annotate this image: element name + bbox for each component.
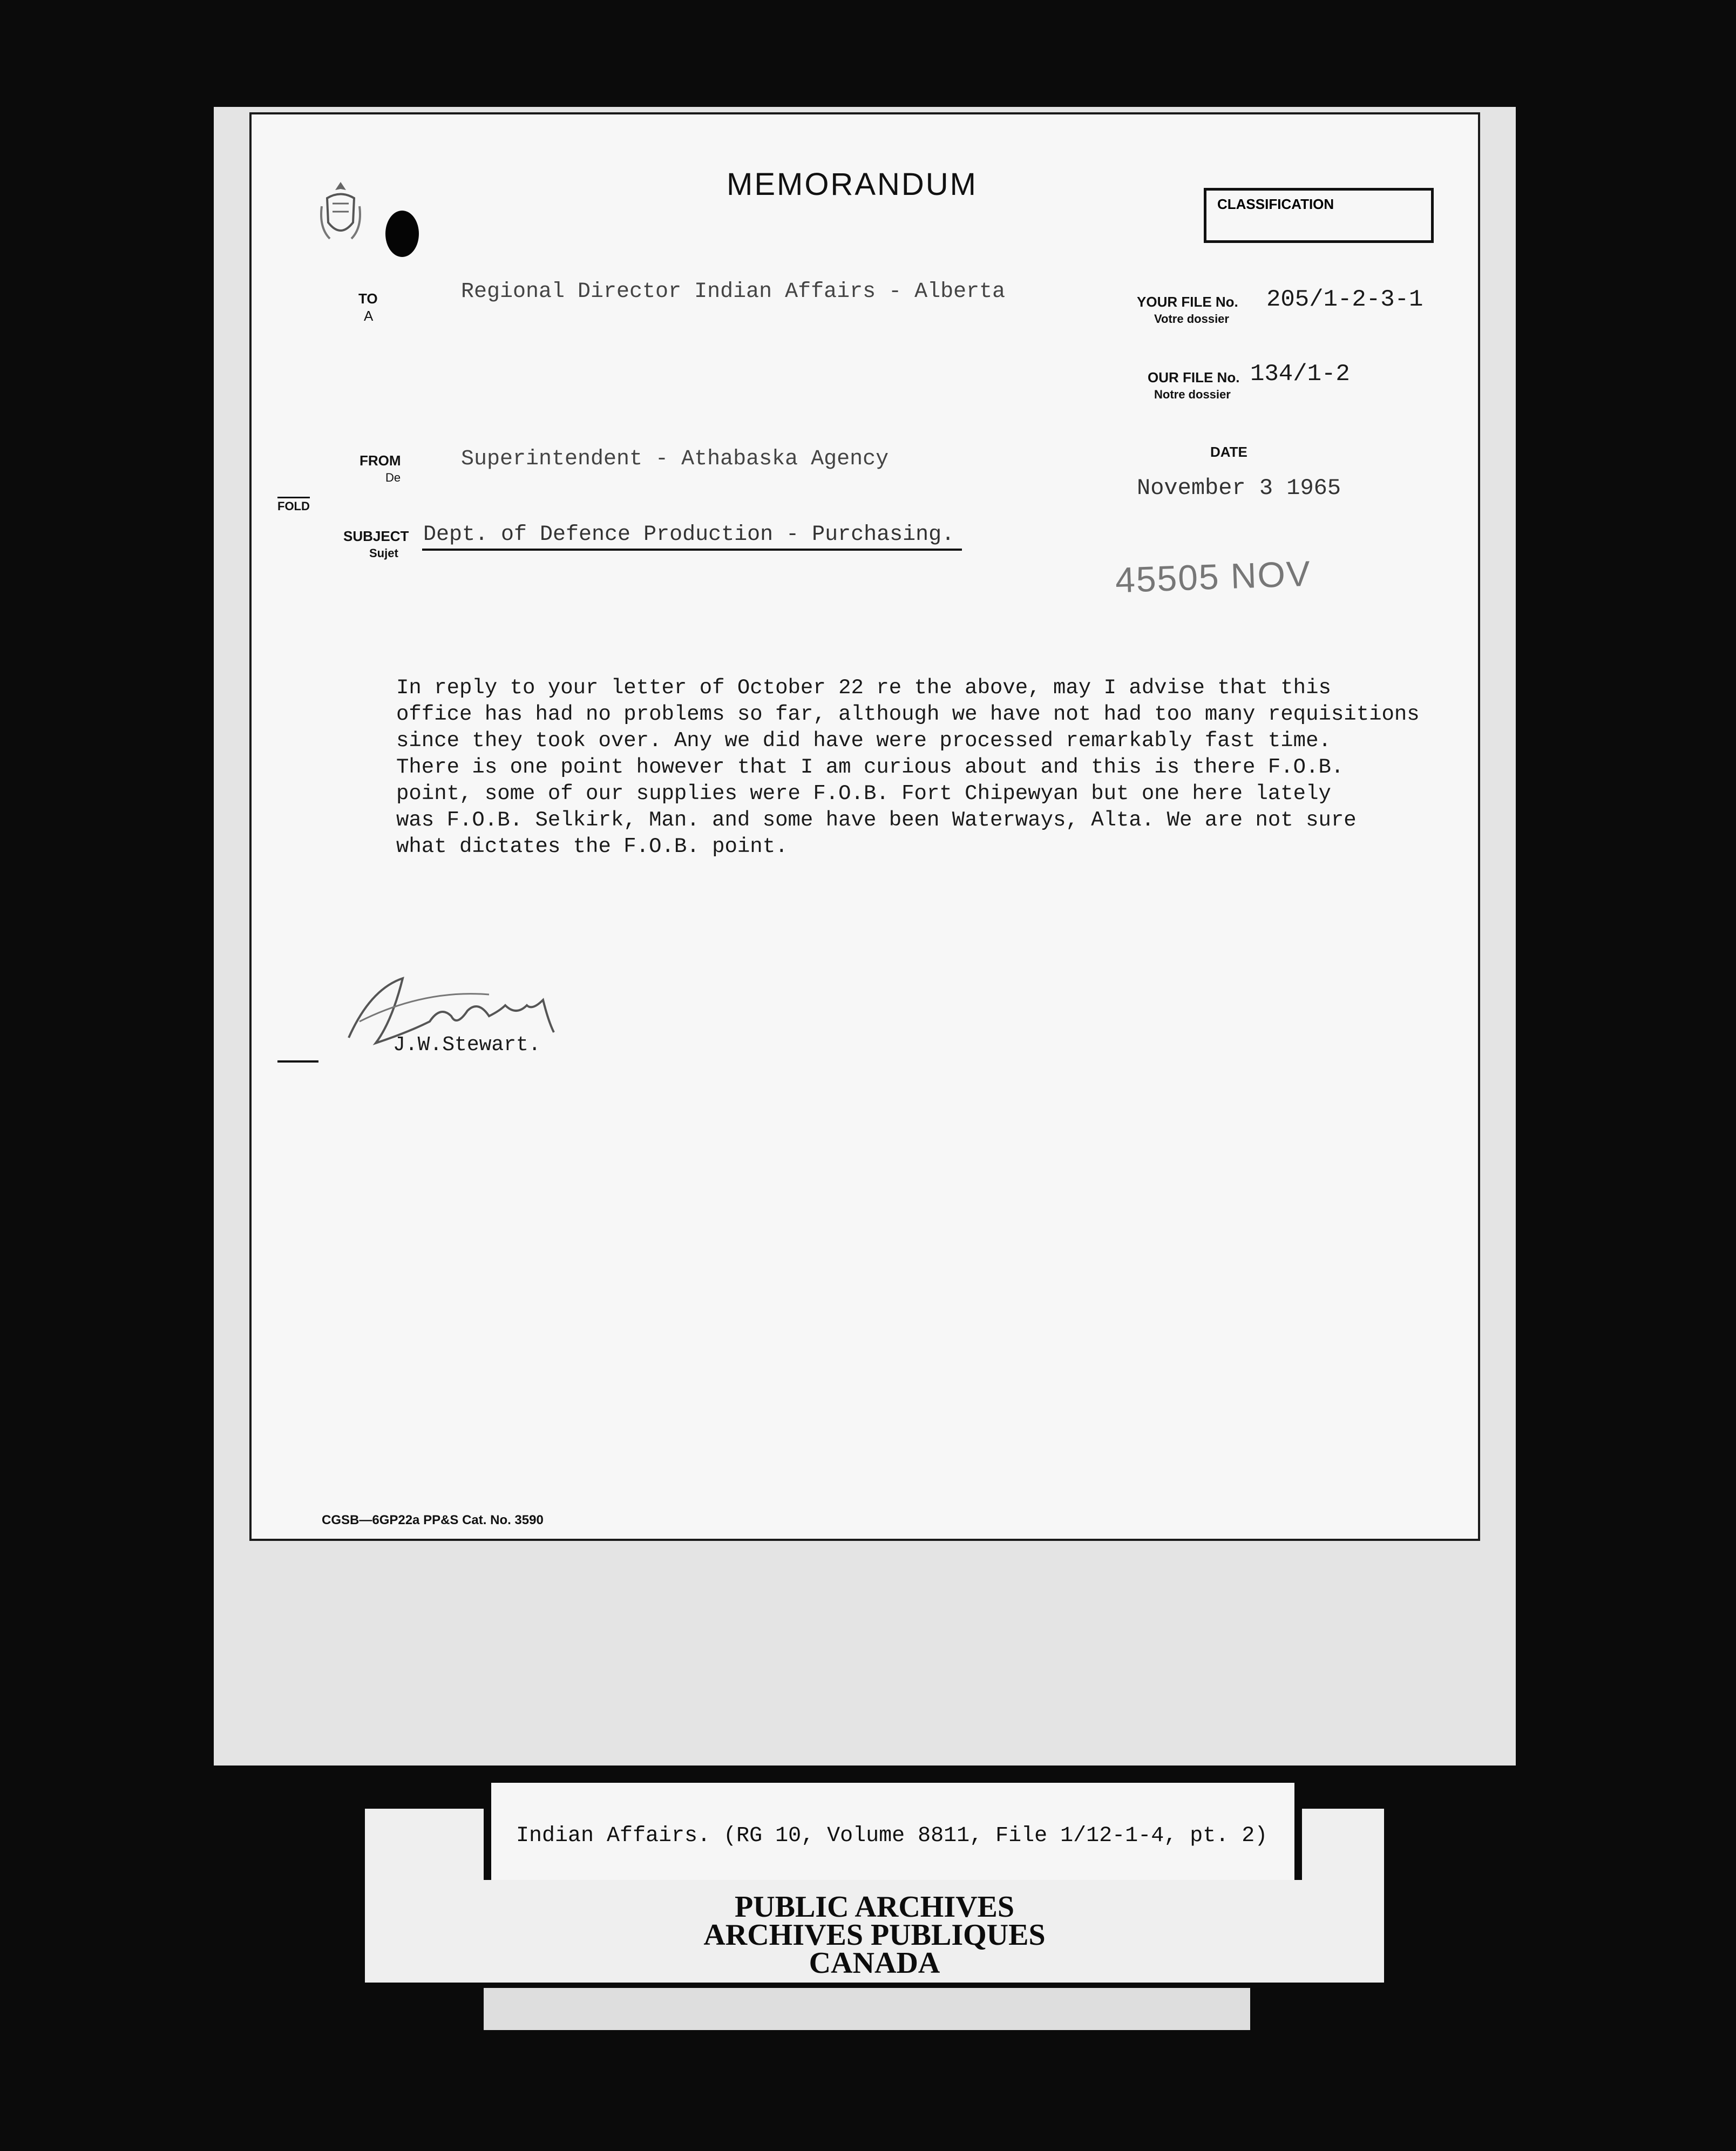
received-stamp: 45505 NOV bbox=[1114, 553, 1312, 600]
memo-body bbox=[396, 675, 1420, 860]
body-line: since they took over. Any we did have were processed remarkably fast time. bbox=[396, 729, 1331, 753]
body-line: office has had no problems so far, although we have not had too many requisitions bbox=[396, 702, 1420, 726]
fold-label: FOLD bbox=[277, 497, 310, 513]
from-value: Superintendent - Athabaska Agency bbox=[461, 447, 889, 471]
our-file-label: OUR FILE No. bbox=[1148, 369, 1240, 385]
date-label: DATE bbox=[1210, 444, 1247, 460]
archives-line-2: ARCHIVES PUBLIQUES bbox=[703, 1918, 1046, 1952]
our-file-label-fr: Notre dossier bbox=[1154, 388, 1231, 401]
lower-strip bbox=[484, 1988, 1250, 2030]
to-label: TO bbox=[358, 290, 378, 307]
signature-name: J.W.Stewart. bbox=[393, 1033, 541, 1057]
subject-label-fr: Sujet bbox=[369, 546, 398, 560]
body-line: point, some of our supplies were F.O.B. Fort Chipewyan but one here lately bbox=[396, 782, 1331, 806]
archives-stamp bbox=[594, 1890, 1155, 1980]
memo-title: MEMORANDUM bbox=[727, 167, 978, 202]
date-value: November 3 1965 bbox=[1137, 475, 1341, 501]
our-file-value: 134/1-2 bbox=[1250, 361, 1350, 388]
from-label-fr: De bbox=[385, 471, 401, 484]
coat-of-arms-icon bbox=[316, 179, 365, 249]
to-label-fr: A bbox=[364, 308, 374, 324]
your-file-value: 205/1-2-3-1 bbox=[1266, 286, 1423, 313]
subject-underline bbox=[422, 549, 962, 551]
body-line: There is one point however that I am curious about and this is there F.O.B. bbox=[396, 755, 1344, 779]
memorandum-sheet bbox=[249, 112, 1480, 1541]
your-file-label-fr: Votre dossier bbox=[1154, 312, 1229, 326]
body-line: was F.O.B. Selkirk, Man. and some have been Waterways, Alta. We are not sure bbox=[396, 808, 1357, 832]
ink-blot bbox=[385, 211, 419, 257]
classification-box bbox=[1204, 188, 1434, 243]
subject-value: Dept. of Defence Production - Purchasing. bbox=[423, 523, 955, 547]
classification-label: CLASSIFICATION bbox=[1217, 196, 1334, 212]
your-file-label: YOUR FILE No. bbox=[1137, 294, 1238, 310]
from-label: FROM bbox=[360, 452, 401, 469]
body-line: In reply to your letter of October 22 re the above, may I advise that this bbox=[396, 676, 1331, 700]
archives-line-1: PUBLIC ARCHIVES bbox=[734, 1890, 1015, 1924]
to-value: Regional Director Indian Affairs - Alberta bbox=[461, 280, 1006, 304]
archives-line-3: CANADA bbox=[809, 1946, 940, 1980]
archive-reference: Indian Affairs. (RG 10, Volume 8811, File 1/12-1-4, pt. 2) bbox=[516, 1824, 1268, 1848]
form-number: CGSB—6GP22a PP&S Cat. No. 3590 bbox=[322, 1513, 544, 1527]
body-line: what dictates the F.O.B. point. bbox=[396, 835, 788, 858]
signature-dash bbox=[277, 1060, 318, 1063]
subject-label: SUBJECT bbox=[343, 528, 409, 544]
